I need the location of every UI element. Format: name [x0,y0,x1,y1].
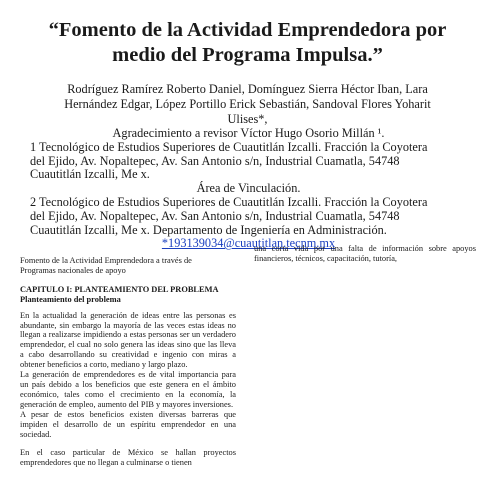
author-line: Hernández Edgar, López Portillo Erick Sebastián, Sandoval Flores Yoharit [64,97,431,111]
body-paragraph: una corta vida por una falta de información sobre apoyos financieros, técnicos, capacitación, tutoría, [254,244,476,263]
affiliation-1-line: Cuautitlán Izcalli, Me x. [30,167,150,182]
acknowledgement: Agradecimiento a revisor Víctor Hugo Osorio Millán ¹. [112,126,385,140]
affiliation-2-line: 2 Tecnológico de Estudios Superiores de Cuautitlán Izcalli. Fracción la Coyotera [30,194,428,209]
body-paragraph: A pesar de estos beneficios existen diversas barreras que impiden el desarrollo de un espíritu emprendedor en una sociedad. [20,409,236,439]
author-list [28,82,467,127]
affiliation-2-line: del Ejido, Av. Nopaltepec, Av. San Antonio s/n, Industrial Cuamatla, 54748 [30,208,400,223]
chapter-heading: CAPITULO I: PLANTEAMIENTO DEL PROBLEMA [20,284,219,294]
affiliations [30,127,467,251]
title-line: “Fomento de la Actividad Emprendedora por [48,19,447,41]
body-paragraph: En el caso particular de México se hallan proyectos emprendedores que no llegan a culminarse o tienen [20,448,236,468]
intro-text [20,256,236,276]
author-line: Rodríguez Ramírez Roberto Daniel, Domínguez Sierra Héctor Iban, Lara [67,82,428,96]
author-line: Ulises*, [227,112,268,126]
area-label: Área de Vinculación. [196,181,301,196]
affiliation-1-line: del Ejido, Av. Nopaltepec, Av. San Antonio s/n, Industrial Cuamatla, 54748 [30,153,400,168]
section-subheading: Planteamiento del problema [20,294,121,304]
intro-line: Programas nacionales de apoyo [20,265,126,275]
paper-title [20,18,475,68]
author-email-link[interactable]: *193139034@cuautitlan.tecnm.mx [161,236,336,251]
affiliation-1-line: 1 Tecnológico de Estudios Superiores de Cuautitlán Izcalli. Fracción la Coyotera [30,139,428,154]
body-paragraph: En la actualidad la generación de ideas entre las personas es abundante, sin embargo la mayoría de las veces estas ideas no llegan a realizarse impidiendo a estas personas ser un verdadero emprendedor, el cual no solo genera las ideas sino que las lleva a cabo desarrollando su creatividad e ingenio con miras a obtener beneficios a corto, mediano y largo plazo. [20,310,236,370]
left-column [20,256,236,468]
title-line: medio del Programa Impulsa.” [112,44,383,66]
intro-line: Fomento de la Actividad Emprendedora a través de [20,256,192,265]
affiliation-2-line: Cuautitlán Izcalli, Me x. Departamento de Ingeniería en Administración. [30,222,387,237]
body-paragraph: La generación de emprendedores es de vital importancia para un país debido a los beneficios que este genera en el ámbito económico, tales como el crecimiento en la economía, la generación de empleo, aumento del PIB y mayores inversiones. [20,370,236,409]
right-column [254,244,476,264]
